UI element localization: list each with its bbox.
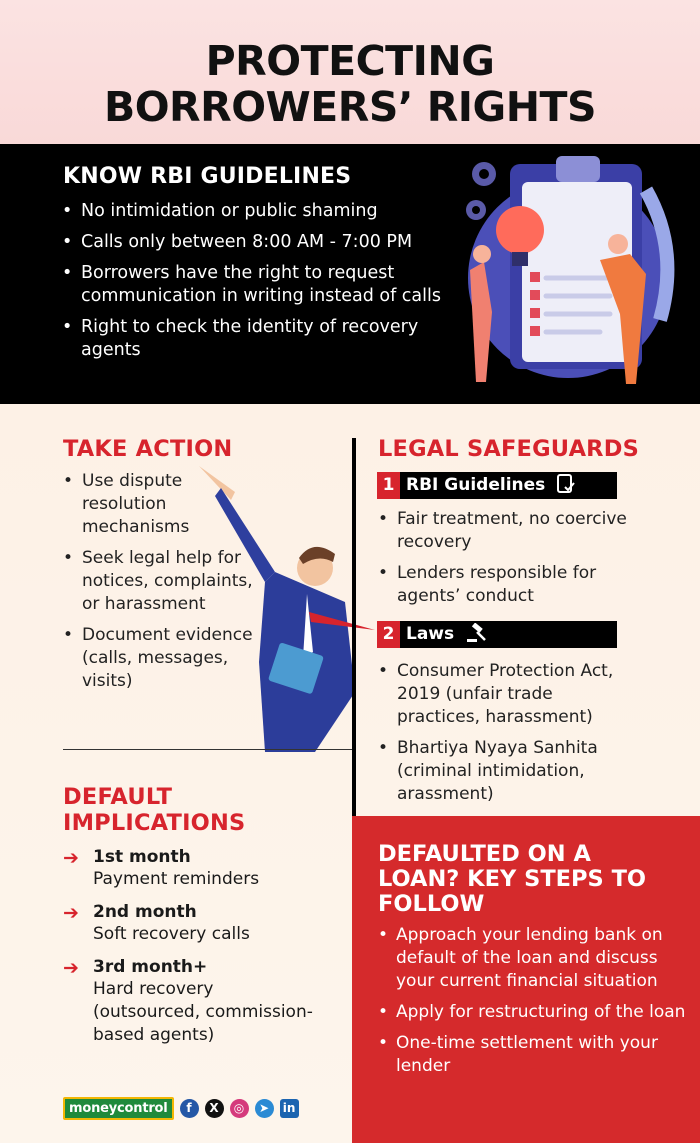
header (0, 0, 700, 144)
divider (63, 749, 353, 750)
moneycontrol-logo[interactable]: moneycontrol (63, 1097, 174, 1120)
list-item: • Borrowers have the right to request communication in writing instead of calls (62, 262, 447, 308)
section-label: RBI Guidelines (406, 475, 546, 495)
defaulted-loan-list (378, 924, 688, 1086)
lower-section (0, 404, 700, 1143)
arrow-right-icon: ➔ (63, 902, 79, 924)
rbi-guidelines-section (0, 144, 700, 404)
arrow-right-icon: ➔ (63, 847, 79, 869)
list-item: • No intimidation or public shaming (62, 200, 447, 223)
arrow-right-icon: ➔ (63, 957, 79, 979)
clipboard-illustration (450, 150, 690, 400)
list-item: • Fair treatment, no coercive recovery (378, 508, 628, 554)
list-item: • Seek legal help for notices, complaints, or harassment (63, 547, 263, 616)
facebook-icon[interactable]: f (180, 1099, 199, 1118)
step-desc: Payment reminders (93, 869, 260, 889)
step-title: 1st month (93, 847, 191, 867)
step-desc: Soft recovery calls (93, 924, 250, 944)
section-label: Laws (406, 624, 455, 644)
list-item: • Lenders responsible for agents’ conduct (378, 562, 628, 608)
section-number: 1 (377, 472, 400, 499)
section-number: 2 (377, 621, 400, 648)
rbi-guidelines-list (62, 200, 447, 370)
instagram-icon[interactable]: ◎ (230, 1099, 249, 1118)
step-item (63, 901, 323, 946)
default-steps (63, 846, 323, 1057)
businessman-illustration (195, 462, 375, 752)
list-item: • Use dispute resolution mechanisms (63, 470, 263, 539)
page-title (0, 0, 700, 130)
laws-bar (377, 621, 617, 648)
list-item: • One-time settlement with your lender (378, 1032, 688, 1078)
linkedin-icon[interactable]: in (280, 1099, 299, 1118)
list-item: • Right to check the identity of recovery agents (62, 316, 447, 362)
vertical-divider (352, 438, 356, 816)
list-item: • Bhartiya Nyaya Sanhita (criminal intimidation, arassment) (378, 737, 628, 806)
step-desc: Hard recovery (outsourced, commission-based agents) (93, 979, 313, 1045)
telegram-icon[interactable]: ➤ (255, 1099, 274, 1118)
list-item: • Calls only between 8:00 AM - 7:00 PM (62, 231, 447, 254)
title-line-1: PROTECTING (205, 37, 495, 85)
title-line-2: IMPLICATIONS (63, 810, 246, 836)
list-item: • Approach your lending bank on default of the loan and discuss your current financial situation (378, 924, 688, 993)
step-item (63, 846, 323, 891)
defaulted-loan-box (352, 816, 700, 1143)
title-line-1: DEFAULT (63, 784, 173, 810)
step-title: 3rd month+ (93, 957, 208, 977)
list-item: • Consumer Protection Act, 2019 (unfair trade practices, harassment) (378, 660, 628, 729)
title-line-2: BORROWERS’ RIGHTS (103, 83, 597, 131)
step-item (63, 956, 323, 1047)
rbi-guidelines-title: KNOW RBI GUIDELINES (63, 164, 352, 189)
list-item: • Apply for restructuring of the loan (378, 1001, 688, 1024)
laws-list (378, 660, 628, 814)
step-title: 2nd month (93, 902, 197, 922)
defaulted-loan-title: DEFAULTED ON A LOAN? KEY STEPS TO FOLLOW (378, 841, 647, 917)
x-icon[interactable]: X (205, 1099, 224, 1118)
list-item: • Document evidence (calls, messages, visits) (63, 624, 263, 693)
gavel-icon (466, 623, 488, 643)
rbi-guidelines-bar (377, 472, 617, 499)
rbi-guidelines-list (378, 508, 628, 616)
footer (63, 1096, 299, 1120)
legal-safeguards-title: LEGAL SAFEGUARDS (378, 436, 639, 462)
default-implications-title (63, 784, 245, 836)
document-check-icon (557, 474, 575, 494)
take-action-title: TAKE ACTION (63, 436, 233, 462)
